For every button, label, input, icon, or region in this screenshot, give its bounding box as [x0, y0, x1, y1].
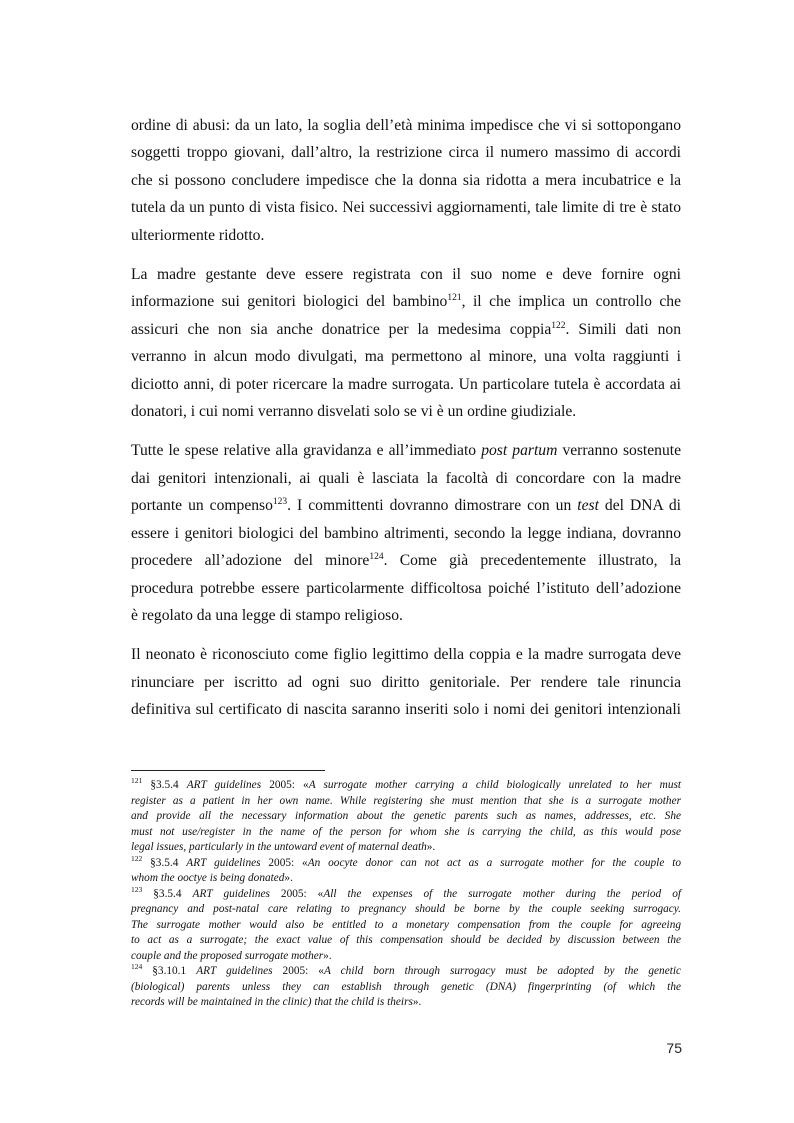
text-line: essere i genitori biologici del bambino altrimenti, secondo la legge indiana, dovranno — [131, 524, 681, 542]
footnote-line — [131, 853, 682, 872]
footnote-source: ART guidelines — [192, 887, 270, 900]
text-line: ulteriormente ridotto. — [131, 226, 265, 244]
text-run: del DNA di — [598, 497, 681, 515]
footnote-number: 123 — [131, 884, 143, 894]
footnote-122 — [131, 853, 682, 887]
footnote-line — [131, 871, 681, 887]
text-line: che si possono concludere impedisce che la donna sia ridotta a mera incubatrice e la — [131, 171, 681, 189]
footnote-124 — [131, 964, 681, 1011]
text-run: Tutte le spese relative alla gravidanza e all’immediato — [131, 442, 482, 460]
footnote-line — [131, 918, 681, 934]
footnote-year: 2005: « — [272, 965, 324, 977]
footnote-line — [131, 964, 681, 980]
text-line: ordine di abusi: da un lato, la soglia dell’età minima impedisce che vi si sottopongano — [131, 117, 681, 134]
footnote-end: ». — [323, 949, 332, 962]
text-run: portante un compenso — [131, 497, 273, 515]
footnote-quote: All the expenses of the surrogate mother during the period of — [323, 887, 682, 900]
footnote-line — [131, 809, 681, 825]
text-line — [131, 492, 681, 519]
text-run: assicuri che non sia anche donatrice per la medesima coppia — [131, 320, 552, 338]
footnote-line — [131, 825, 681, 841]
paragraph-2 — [131, 261, 681, 425]
footnote-quote: couple and the proposed surrogate mother — [131, 949, 324, 962]
footnote-quote: An oocyte donor can not act as a surrogate mother for the couple to — [307, 856, 682, 869]
text-line — [131, 437, 681, 464]
footnote-quote: and provide all the necessary information about the genetic parents such as names, addresses, etc. She — [131, 810, 681, 822]
footnote-number: 121 — [131, 776, 143, 786]
footnote-quote: to act as a surrogate; the exact value of this compensation should be decided by discussion between the — [131, 934, 681, 946]
footnote-quote: register as a patient in her own name. While registering she must mention that she is a surrogate mother — [131, 794, 681, 807]
footnotes — [131, 778, 681, 1011]
page-number: 75 — [666, 1040, 682, 1056]
footnote-year: 2005: « — [269, 887, 324, 900]
footnote-end: ». — [284, 872, 293, 884]
paragraph-1 — [131, 112, 681, 249]
footnote-separator — [131, 770, 325, 771]
text-line — [131, 288, 681, 315]
footnote-quote: must not use/register in the name of the person for whom she is carrying the child, as this would pose — [131, 825, 681, 838]
footnote-121 — [131, 778, 681, 856]
footnote-ref-123[interactable]: 123 — [272, 497, 288, 508]
footnote-ref-121[interactable]: 121 — [447, 293, 462, 304]
footnote-123 — [131, 884, 682, 965]
text-run: informazione sui genitori biologici del bambino — [131, 293, 448, 311]
footnote-ref: §3.5.4 — [142, 779, 187, 791]
text-line: verranno in alcun modo divulgati, ma permettono al minore, una volta raggiunti i — [131, 348, 681, 366]
text-run: procedere all’adozione del minore — [131, 552, 370, 570]
paragraph-4 — [131, 641, 681, 723]
footnote-quote: whom the ooctye is being donated — [131, 872, 285, 884]
footnote-source: ART guidelines — [196, 965, 273, 977]
text-line: procedura potrebbe essere particolarmente difficoltosa poiché l’istituto dell’adozione — [131, 579, 681, 597]
footnote-line — [131, 995, 681, 1011]
footnote-line — [131, 980, 681, 996]
footnote-line — [131, 933, 681, 949]
footnote-quote: A surrogate mother carrying a child biologically unrelated to her must — [308, 779, 682, 791]
footnote-ref: §3.10.1 — [142, 965, 197, 977]
text-line: donatori, i cui nomi verranno disvelati solo se vi è un ordine giudiziale. — [131, 403, 577, 421]
text-run: . Simili dati non — [565, 320, 681, 338]
footnote-quote: legal issues, particularly in the untoward event of maternal death — [131, 841, 427, 853]
footnote-ref: §3.5.4 — [142, 887, 193, 900]
footnote-year: 2005: « — [260, 856, 308, 869]
text-line — [131, 316, 681, 343]
footnote-quote: records will be maintained in the clinic) that the child is theirs — [131, 996, 413, 1008]
footnote-line — [131, 840, 681, 856]
footnote-ref: §3.5.4 — [142, 856, 187, 869]
footnote-line — [131, 778, 681, 794]
footnote-end: ». — [426, 841, 436, 853]
footnote-quote: (biological) parents unless they can establish through genetic (DNA) fingerprinting (of which the — [131, 980, 681, 993]
text-line: è regolato da una legge di stampo religioso. — [131, 606, 403, 624]
footnote-line — [131, 902, 681, 918]
text-line: rinunciare per iscritto ad ogni suo diritto genitoriale. Per rendere tale rinuncia — [131, 673, 681, 691]
footnote-quote: The surrogate mother would also be entitled to a monetary compensation from the couple for agreeing — [131, 918, 681, 931]
text-line: soggetti troppo giovani, dall’altro, la restrizione circa il numero massimo di accordi — [131, 144, 681, 162]
text-line: La madre gestante deve essere registrata con il suo nome e deve fornire ogni — [131, 266, 681, 284]
text-run: verranno sostenute — [557, 442, 681, 460]
footnote-year: 2005: « — [261, 779, 309, 791]
text-run: . I committenti dovranno dimostrare con un — [287, 497, 578, 515]
footnote-line — [131, 949, 681, 965]
footnote-line — [131, 794, 681, 810]
text-line: diciotto anni, di poter ricercare la madre surrogata. Un particolare tutela è accordata ai — [131, 375, 681, 393]
text-run: , il che implica un controllo che — [461, 293, 681, 311]
footnote-ref-124[interactable]: 124 — [369, 551, 384, 562]
footnote-end: ». — [412, 996, 422, 1008]
paragraph-3 — [131, 437, 681, 629]
footnote-source: ART guidelines — [186, 779, 262, 791]
text-run: . Come già precedentemente illustrato, la — [383, 552, 681, 570]
footnote-ref-122[interactable]: 122 — [551, 320, 566, 331]
footnote-number: 124 — [131, 962, 143, 972]
footnote-number: 122 — [131, 853, 143, 863]
italic-term: post partum — [481, 442, 558, 460]
italic-term: test — [577, 497, 599, 515]
footnote-quote: pregnancy and post-natal care relating to pregnancy should be borne by the couple seeking surrogacy. — [131, 903, 681, 915]
text-line: definitiva sul certificato di nascita saranno inseriti solo i nomi dei genitori intenzionali — [131, 701, 681, 719]
footnote-line — [131, 884, 682, 903]
text-line — [131, 547, 681, 574]
footnote-quote: A child born through surrogacy must be adopted by the genetic — [323, 965, 681, 977]
main-text — [131, 112, 681, 736]
text-line: Il neonato è riconosciuto come figlio legittimo della coppia e la madre surrogata deve — [131, 646, 681, 664]
footnote-source: ART guidelines — [186, 856, 261, 869]
text-line: tutela da un punto di vista fisico. Nei successivi aggiornamenti, tale limite di tre è stato — [131, 199, 681, 217]
text-line: dai genitori intenzionali, ai quali è lasciata la facoltà di concordare con la madre — [131, 469, 681, 487]
